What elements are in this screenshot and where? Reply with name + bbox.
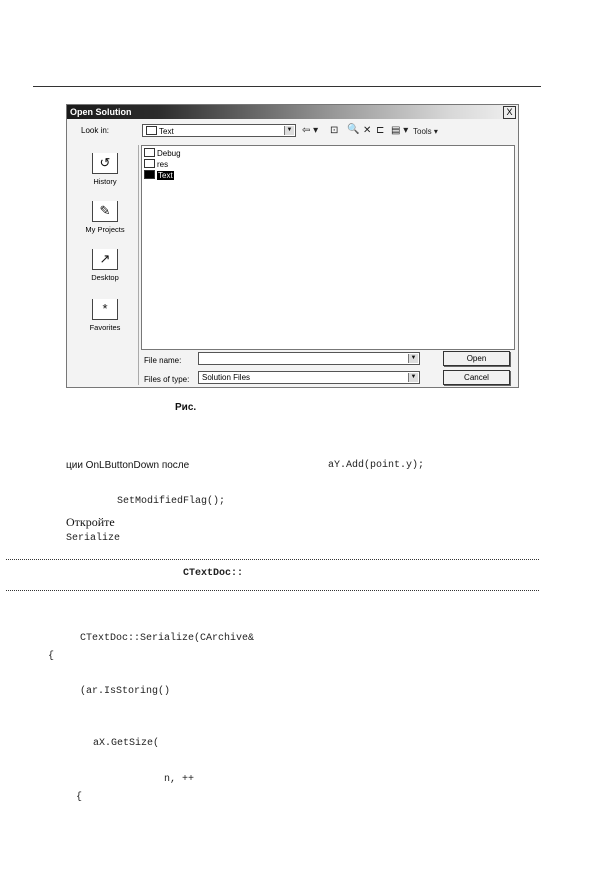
listing-header-box <box>6 559 539 591</box>
new-folder-icon[interactable]: ⊏ <box>376 125 385 136</box>
open-solution-dialog <box>66 104 519 388</box>
file-name: Debug <box>157 149 181 158</box>
dialog-title: Open Solution <box>70 107 132 117</box>
chevron-down-icon: ▼ <box>408 373 418 382</box>
places-bar <box>72 145 139 385</box>
body-text-line3: Откройте <box>66 515 115 529</box>
cancel-button[interactable]: Cancel <box>443 370 510 385</box>
favorites-icon: * <box>92 299 118 320</box>
delete-icon[interactable]: ✕ <box>363 125 372 136</box>
my-projects-icon: ✎ <box>92 201 118 222</box>
up-folder-icon[interactable]: ⊡ <box>330 125 339 136</box>
code-line-2: (ar.IsStoring() <box>80 686 171 697</box>
views-icon[interactable]: ▤ ▾ <box>391 125 409 136</box>
figure-caption: Рис. <box>175 402 197 413</box>
body-code-line2: SetModifiedFlag(); <box>117 496 226 507</box>
code-brace-1: { <box>48 651 55 662</box>
back-icon[interactable]: ⇦ ▾ <box>302 125 319 136</box>
place-history-label: History <box>93 177 117 186</box>
open-button[interactable]: Open <box>443 351 510 366</box>
code-line-4: n, ++ <box>164 774 195 785</box>
look-in-dropdown[interactable] <box>142 124 296 137</box>
solution-icon <box>144 170 155 179</box>
top-rule <box>33 86 541 87</box>
desktop-icon: ↗ <box>92 249 118 270</box>
chevron-down-icon: ▼ <box>408 354 418 363</box>
place-desktop-label: Desktop <box>91 273 119 282</box>
folder-icon <box>144 148 155 157</box>
history-icon: ↺ <box>92 153 118 174</box>
title-bar[interactable] <box>67 105 518 119</box>
search-web-icon[interactable]: 🔍 <box>347 124 360 135</box>
file-type-label: Files of type: <box>144 375 190 384</box>
code-brace-2: { <box>76 792 83 803</box>
body-text-line1: ции OnLButtonDown после <box>66 460 190 471</box>
file-name-label: File name: <box>144 356 182 365</box>
folder-icon <box>146 126 157 135</box>
file-type-select[interactable] <box>198 371 420 384</box>
close-button[interactable]: X <box>503 106 516 119</box>
body-code-line4: Serialize <box>66 533 121 544</box>
file-name-input[interactable] <box>198 352 420 365</box>
place-favorites[interactable] <box>72 299 138 332</box>
tools-menu[interactable]: Tools ▾ <box>413 127 438 136</box>
place-favorites-label: Favorites <box>89 323 121 332</box>
list-item-selected[interactable] <box>144 170 174 181</box>
code-line-1: CTextDoc::Serialize(CArchive& <box>80 633 255 644</box>
file-name: res <box>157 160 169 169</box>
look-in-value: Text <box>159 127 174 136</box>
place-history[interactable] <box>72 153 138 186</box>
body-code-line1: aY.Add(point.y); <box>328 460 425 471</box>
place-my-projects[interactable] <box>72 201 138 234</box>
file-type-value: Solution Files <box>202 373 251 382</box>
place-desktop[interactable] <box>72 249 138 282</box>
look-in-value-wrap <box>146 126 174 136</box>
list-item[interactable] <box>144 148 181 159</box>
look-in-label: Look in: <box>81 126 110 135</box>
place-my-projects-label: My Projects <box>85 225 125 234</box>
chevron-down-icon: ▼ <box>284 126 294 135</box>
file-name: Text <box>158 171 173 180</box>
code-line-3: aX.GetSize( <box>93 738 160 749</box>
listing-header-label: CTextDoc:: <box>183 568 244 579</box>
file-list[interactable] <box>141 145 515 350</box>
list-item[interactable] <box>144 159 168 170</box>
folder-icon <box>144 159 155 168</box>
